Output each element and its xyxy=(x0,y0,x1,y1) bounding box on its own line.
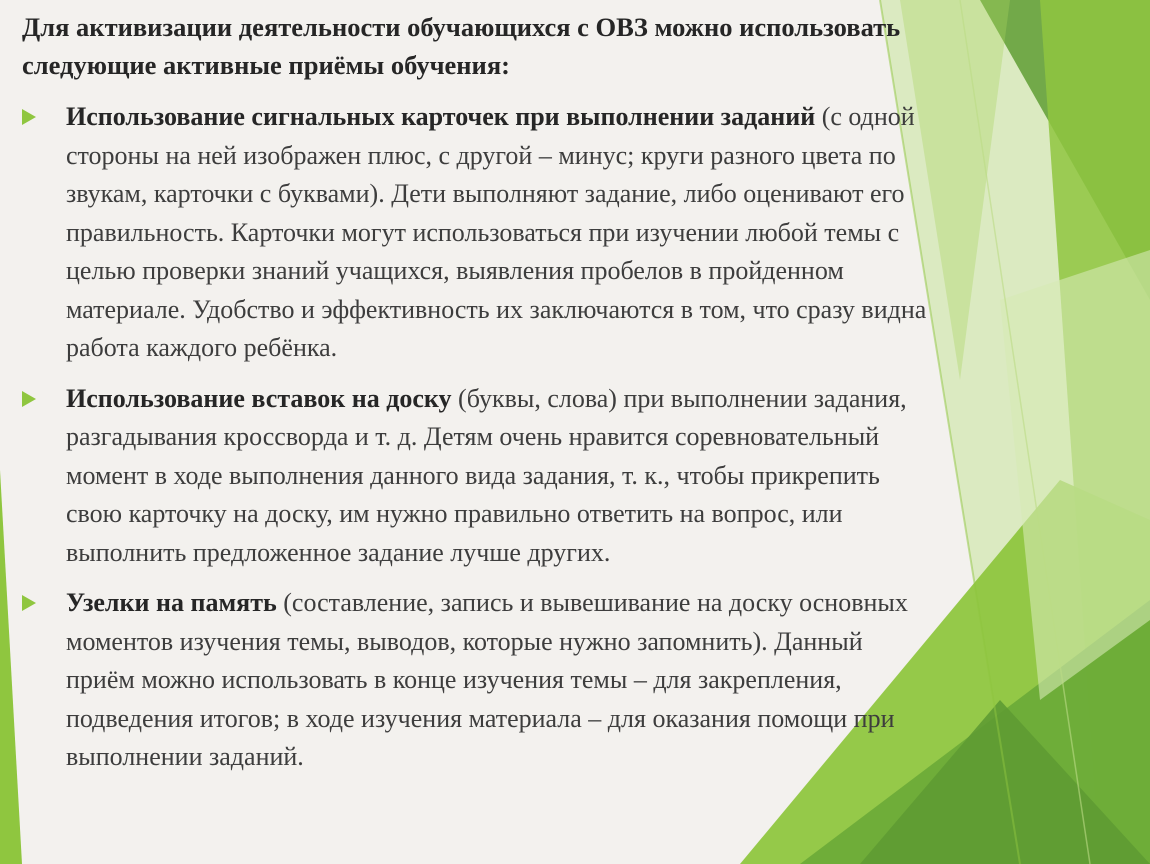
list-item xyxy=(0,380,1150,573)
triangle-bullet-icon xyxy=(22,595,36,611)
triangle-bullet-icon xyxy=(22,109,36,125)
list-item-text xyxy=(66,380,1136,573)
list-item-text xyxy=(66,584,1136,777)
list-item-body: (буквы, слова) при выполнении задания, разгадывания кроссворда и т. д. Детям очень нравится соревновательный момент в ходе выполнения данного вида задания, т. к., чтобы прикрепить свою карточку на доску, им нужно правильно ответить на вопрос, или выполнить предложенное задание лучше других. xyxy=(66,383,907,567)
list-item-text xyxy=(66,98,1136,368)
list-item xyxy=(0,584,1150,777)
bullet-list xyxy=(0,98,1150,799)
list-item-lead: Узелки на память xyxy=(66,588,277,617)
triangle-bullet-icon xyxy=(22,391,36,407)
list-item-lead: Использование вставок на доску xyxy=(66,383,452,413)
list-item-body: (с одной стороны на ней изображен плюс, с другой – минус; круги разного цвета по звукам, карточки с буквами). Дети выполняют задание, либо оценивают его правильность. Карточки могут использоваться при изучении любой темы с целью проверки знаний учащихся, выявления пробелов в пройденном материале. Удобство и эффективность их заключаются в том, что сразу видна работа каждого ребёнка. xyxy=(66,102,927,362)
list-item xyxy=(0,98,1150,368)
list-item-lead: Использование сигнальных карточек при выполнении заданий xyxy=(66,102,816,131)
list-item-body: (составление, запись и вывешивание на доску основных моментов изучения темы, выводов, которые нужно запомнить). Данный приём можно использовать в конце изучения темы – для закрепления, подведения итогов; в ходе изучения материала – для оказания помощи при выполнении заданий. xyxy=(66,588,908,771)
slide-title: Для активизации деятельности обучающихся с ОВЗ можно использовать следующие активные приёмы обучения: xyxy=(22,12,901,80)
